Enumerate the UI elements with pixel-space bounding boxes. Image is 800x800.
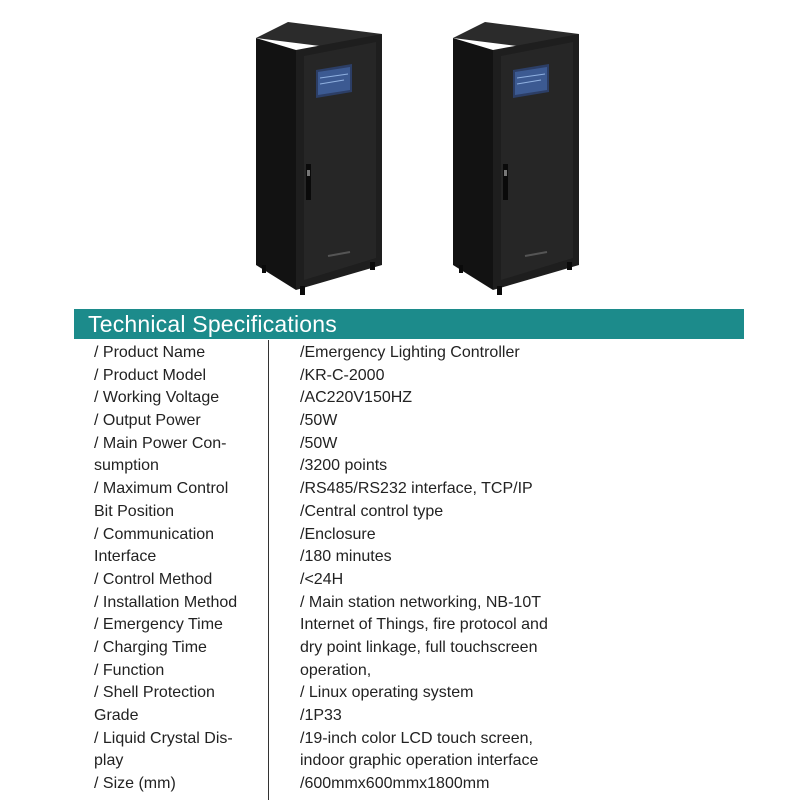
spec-value: /Enclosure: [300, 525, 376, 543]
cabinet-illustration: [248, 20, 388, 295]
spec-label: / Control Method: [94, 570, 213, 588]
spec-label: / Product Name: [94, 344, 206, 361]
spec-label: / Liquid Crystal Dis-: [94, 729, 233, 747]
spec-value: /Central control type: [300, 502, 444, 520]
spec-label: / Charging Time: [94, 638, 207, 656]
spec-value: /1P33: [300, 707, 342, 724]
spec-label: Grade: [94, 707, 139, 724]
spec-value: /3200 points: [300, 457, 388, 475]
spec-value: Internet of Things, fire protocol and: [300, 616, 548, 634]
cabinet-image: [445, 20, 585, 295]
spec-values-column: [300, 342, 600, 796]
spec-label: / Communication: [94, 525, 215, 543]
spec-label: / Product Model: [94, 366, 207, 384]
spec-label: / Size (mm): [94, 775, 176, 793]
spec-label: / Emergency Time: [94, 616, 223, 634]
spec-label: Interface: [94, 548, 157, 566]
spec-label: / Function: [94, 661, 165, 679]
spec-value: indoor graphic operation interface: [300, 752, 539, 770]
spec-value: /180 minutes: [300, 548, 392, 566]
spec-value: /50W: [300, 434, 338, 452]
spec-label: / Installation Method: [94, 593, 238, 611]
spec-value: /RS485/RS232 interface, TCP/IP: [300, 480, 533, 498]
cabinet-illustration: [445, 20, 585, 295]
spec-value: /19-inch color LCD touch screen,: [300, 729, 533, 747]
spec-value: /KR-C-2000: [300, 366, 385, 384]
spec-label: sumption: [94, 457, 159, 475]
column-divider: [268, 340, 269, 800]
spec-value: / Main station networking, NB-10T: [300, 593, 541, 611]
spec-label: / Shell Protection: [94, 684, 215, 702]
spec-value: / Linux operating system: [300, 684, 474, 702]
spec-value: /Emergency Lighting Controller: [300, 344, 520, 361]
section-header: [74, 309, 744, 339]
spec-value: /50W: [300, 412, 338, 430]
spec-labels-column: [94, 342, 264, 796]
section-title: Technical Specifications: [88, 311, 337, 337]
spec-label: / Main Power Con-: [94, 434, 227, 452]
spec-label: / Working Voltage: [94, 389, 220, 407]
spec-label: / Output Power: [94, 412, 201, 430]
cabinet-image: [248, 20, 388, 295]
spec-value: dry point linkage, full touchscreen: [300, 638, 538, 656]
spec-label: play: [94, 752, 124, 770]
spec-label: Bit Position: [94, 502, 175, 520]
spec-value: /<24H: [300, 570, 344, 588]
spec-label: / Maximum Control: [94, 480, 229, 498]
spec-value: /600mmx600mmx1800mm: [300, 775, 490, 793]
spec-value: /AC220V150HZ: [300, 389, 413, 407]
spec-value: operation,: [300, 661, 372, 679]
